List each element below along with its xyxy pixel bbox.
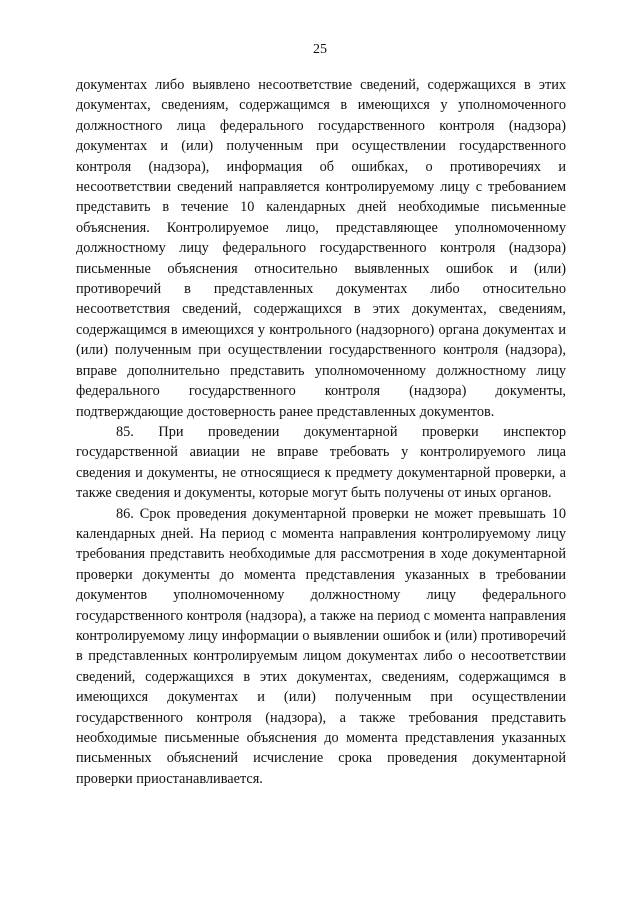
paragraph-85: 85. При проведении документарной проверки инспектор государственной авиации не вправе требовать у контролируемого лица сведения и документы, не относящиеся к предмету документарной проверки, а также сведения и документы, которые могут быть получены от иных органов. bbox=[76, 423, 566, 502]
paragraph-continuation: документах либо выявлено несоответствие сведений, содержащихся в этих документах, сведениям, содержащимся в имеющихся у уполномоченного должностного лица федерального государственного контроля (надзора) документах и (или) полученным при осуществлении государственного контроля (надзора), информация об ошибках, о противоречиях и несоответствии сведений направляется контролируемому лицу с требованием представить в течение 10 календарных дней необходимые письменные объяснения. Контролируемое лицо, представляющее уполномоченному должностному лицу федерального государственного контроля (надзора) письменные объяснения относительно выявленных ошибок и (или) противоречий в представленных документах либо относительно несоответствия сведений, содержащихся в этих документах, сведениям, содержащимся в имеющихся у контрольного (надзорного) органа документах и (или) полученным при осуществлении государственного контроля (надзора), вправе дополнительно представить уполномоченному должностному лицу федерального государственного контроля (надзора) документы, подтверждающие достоверность ранее представленных документов. bbox=[76, 77, 566, 420]
document-body bbox=[76, 75, 566, 789]
paragraph-86: 86. Срок проведения документарной проверки не может превышать 10 календарных дней. На период с момента направления контролируемому лицу требования представить необходимые для рассмотрения в ходе документарной проверки документы до момента представления указанных в требовании документов уполномоченному должностному лицу федерального государственного контроля (надзора), а также на период с момента направления контролируемому лицу информации о выявлении ошибок и (или) противоречий в представленных контролируемым лицом документах либо о несоответствии сведений, содержащихся в этих документах, сведениям, содержащимся в имеющихся документах и (или) полученным при осуществлении государственного контроля (надзора), а также требования представить необходимые письменные объяснения до момента представления указанных письменных объяснений исчисление срока проведения документарной проверки приостанавливается. bbox=[76, 505, 566, 787]
page-number: 25 bbox=[313, 42, 327, 57]
